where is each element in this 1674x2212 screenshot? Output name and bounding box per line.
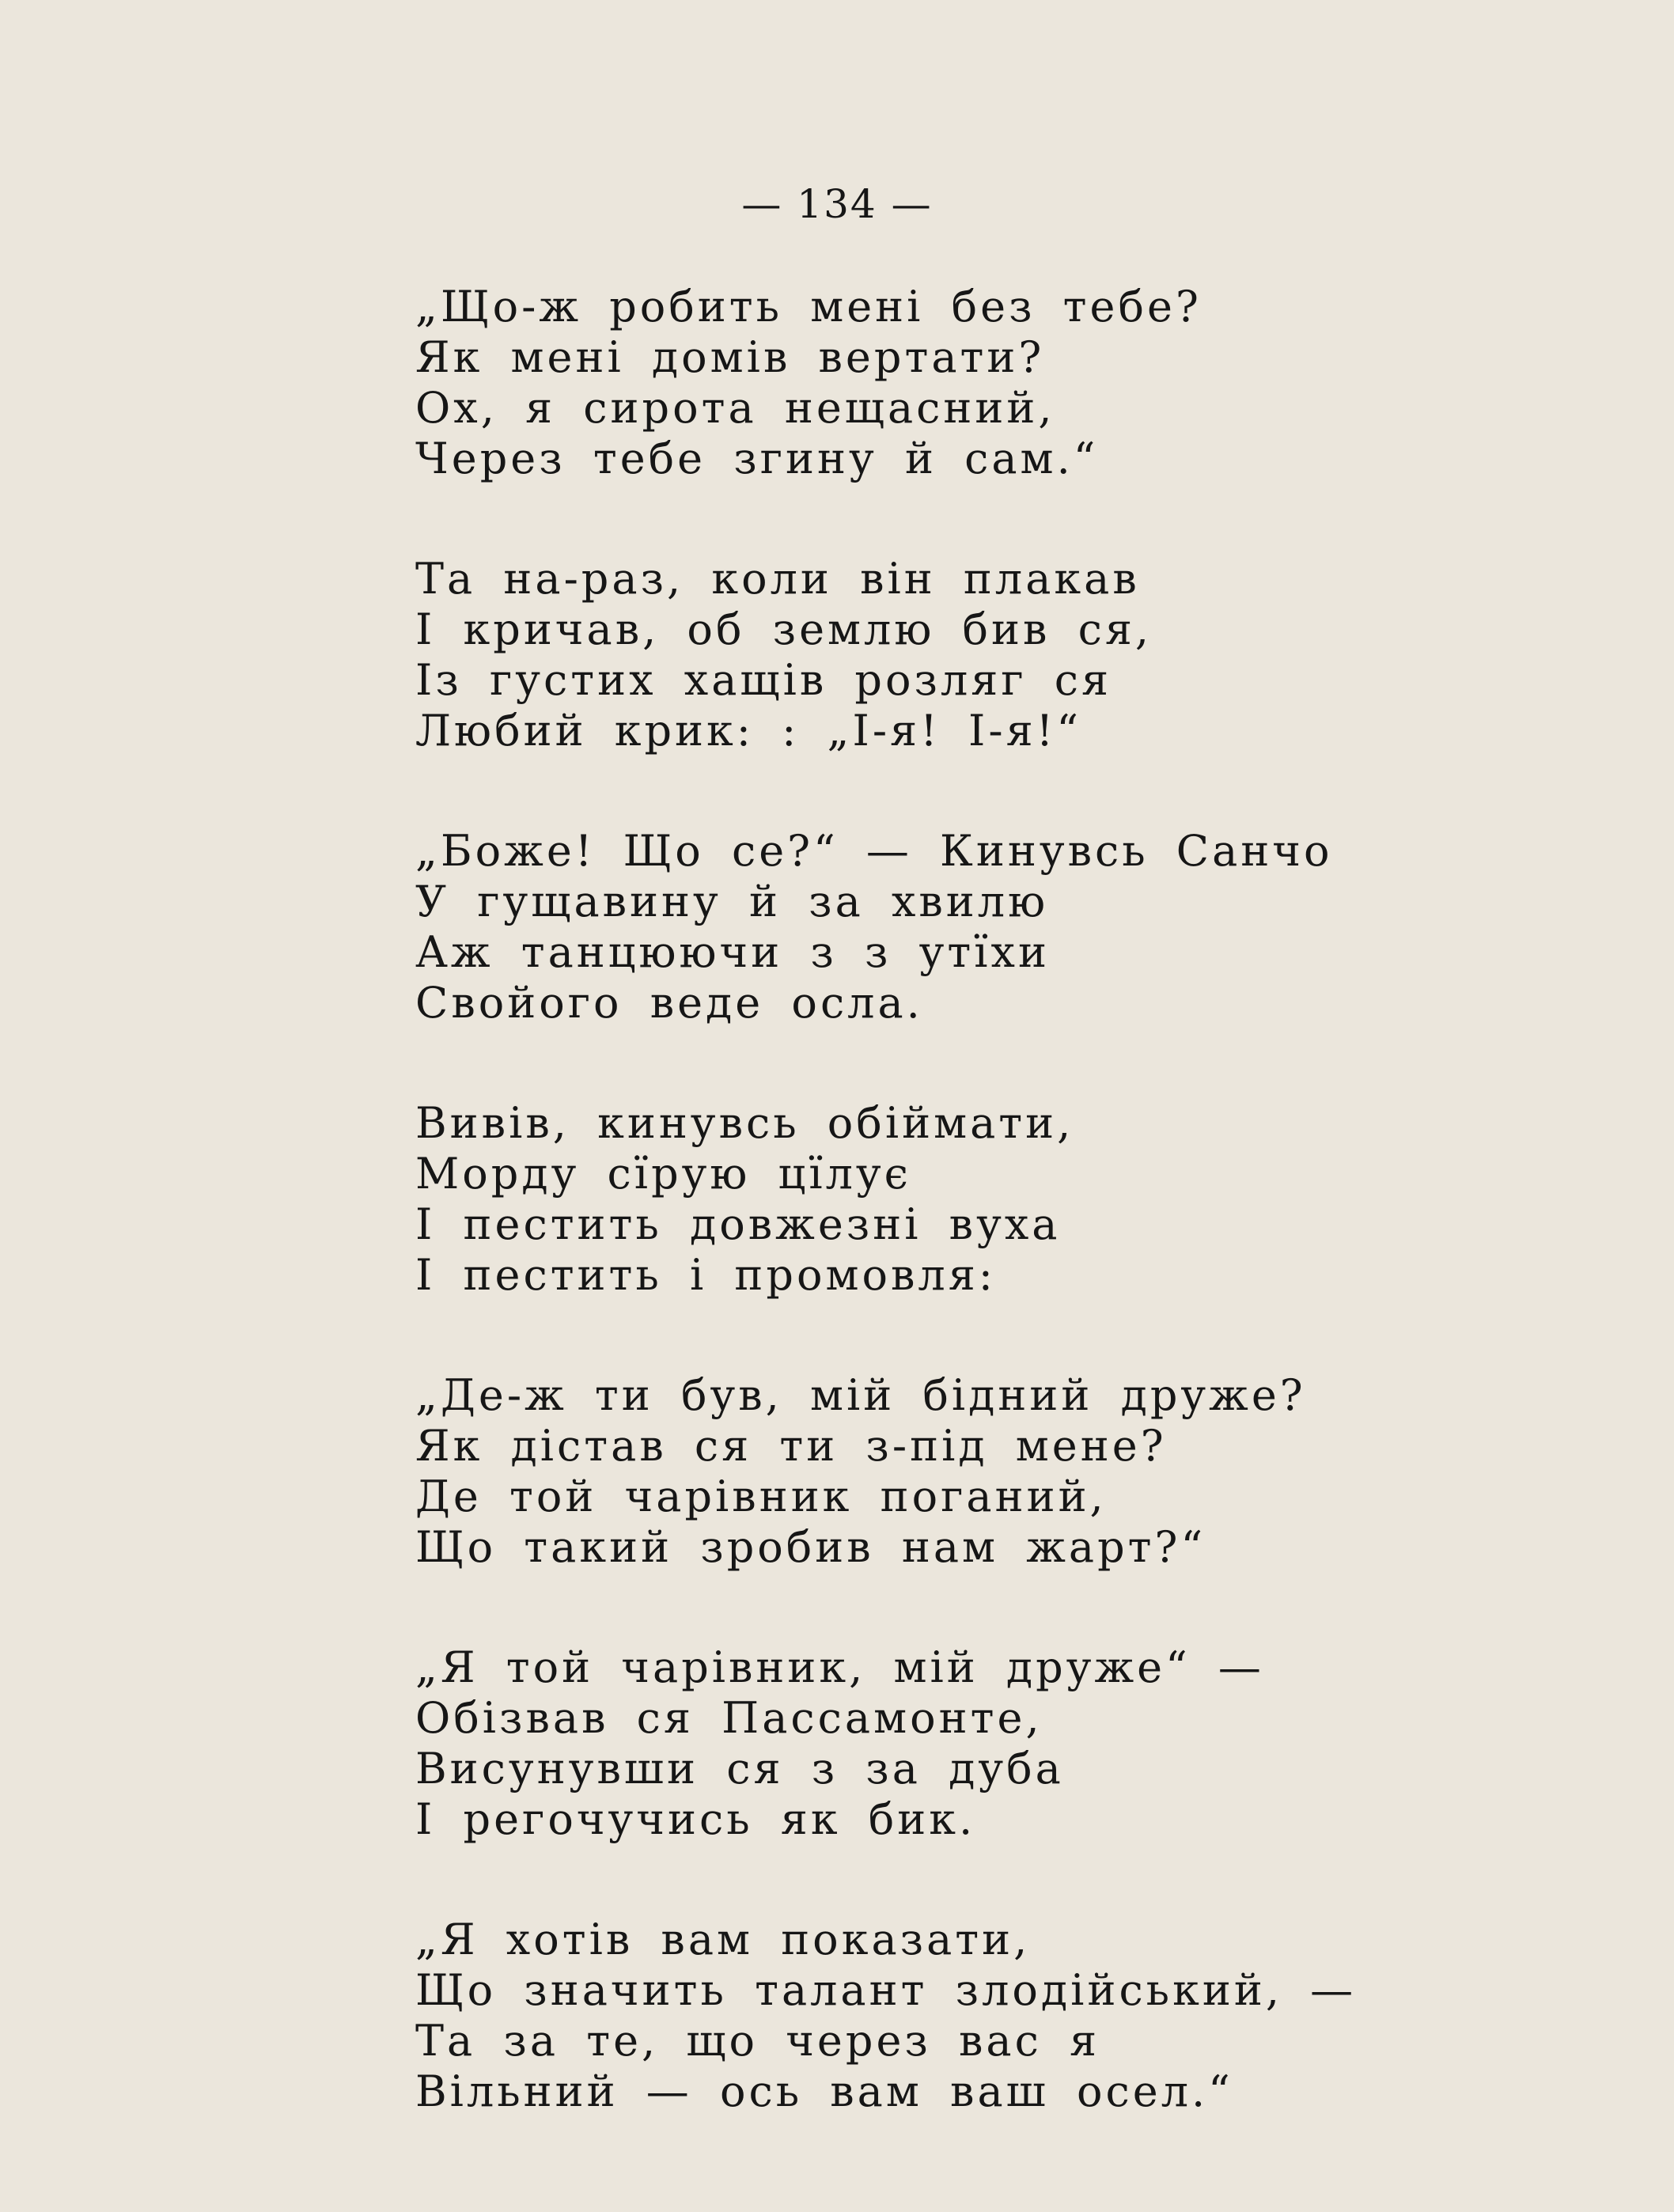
- poem-line: Що такий зробив нам жарт?“: [415, 1522, 1206, 1572]
- poem-line: „Боже! Що се?“ — Кинувсь Санчо: [415, 826, 1333, 876]
- poem-line: „Я той чарівник, мій друже“ —: [415, 1642, 1264, 1692]
- poem-line: Із густих хащів розляг ся: [415, 655, 1112, 705]
- poem-line: Через тебе згину й сам.“: [415, 434, 1099, 483]
- poem: [415, 282, 1602, 2117]
- poem-line: Любий крик: : „І-я! І-я!“: [415, 706, 1081, 756]
- stanza-2: [415, 554, 1602, 756]
- poem-line: Як дістав ся ти з-під мене?: [415, 1421, 1167, 1471]
- poem-line: Вивів, кинувсь обіймати,: [415, 1098, 1074, 1148]
- poem-line: І кричав, об землю бив ся,: [415, 604, 1153, 654]
- poem-line: Висунувши ся з за дуба: [415, 1744, 1064, 1793]
- poem-line: Морду сїрую цїлує: [415, 1149, 911, 1199]
- poem-line: „Що-ж робить мені без тебе?: [415, 282, 1202, 331]
- poem-line: Вільний — ось вам ваш осел.“: [415, 2066, 1233, 2116]
- poem-line: І пестить і промовля:: [415, 1250, 996, 1300]
- page-number: — 134 —: [741, 181, 933, 227]
- stanza-4: [415, 1098, 1602, 1301]
- stanza-1: [415, 282, 1602, 484]
- poem-line: У гущавину й за хвилю: [415, 877, 1049, 926]
- poem-line: Свойого веде осла.: [415, 978, 923, 1028]
- stanza-7: [415, 1915, 1602, 2117]
- poem-line: Та на-раз, коли він плакав: [415, 554, 1140, 604]
- poem-line: Де той чарівник поганий,: [415, 1472, 1107, 1521]
- poem-line: І пестить довжезні вуха: [415, 1199, 1061, 1249]
- poem-line: Обізвав ся Пассамонте,: [415, 1693, 1043, 1743]
- poem-line: „Де-ж ти був, мій бідний друже?: [415, 1370, 1306, 1420]
- poem-line: „Я хотів вам показати,: [415, 1915, 1031, 1964]
- poem-line: Та за те, що через вас я: [415, 2016, 1100, 2066]
- stanza-6: [415, 1642, 1602, 1845]
- poem-line: Аж танцюючи з з утїхи: [415, 927, 1051, 977]
- poem-line: І регочучись як бик.: [415, 1794, 976, 1844]
- poem-line: Ох, я сирота нещасний,: [415, 383, 1055, 433]
- stanza-3: [415, 826, 1602, 1028]
- poem-line: Як мені домів вертати?: [415, 332, 1045, 382]
- poem-line: Що значить талант злодійський, —: [415, 1965, 1357, 2015]
- stanza-5: [415, 1370, 1602, 1573]
